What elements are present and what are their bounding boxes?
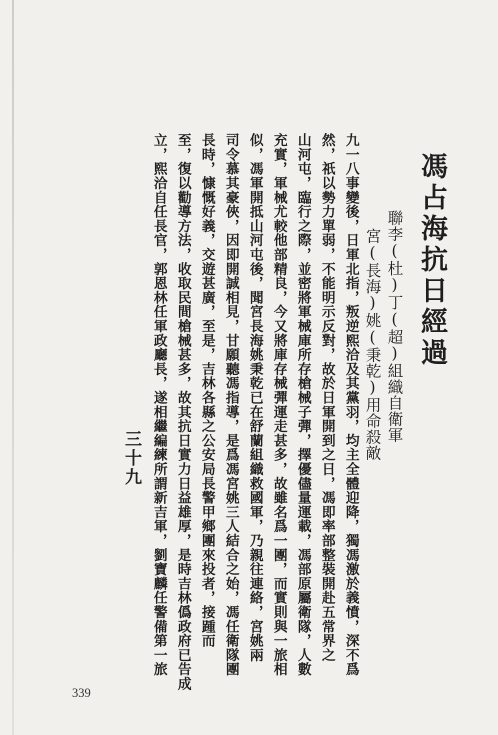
text-column-5: 似，馮軍開抵山河屯後，聞宮長海姚秉乾已在舒蘭組織救國軍，乃親往連絡，宮姚兩 bbox=[246, 133, 263, 663]
subtitle-line-2: 宮(長海)姚(秉乾)用命殺敵 bbox=[363, 228, 382, 461]
text-column-2: 然，祇以勢力單弱，不能明示反對，故於日軍開到之日，馮即率部整裝開赴五常界之 bbox=[318, 133, 335, 663]
text-column-9: 立，熙洽自任長官，郭恩林任軍政廳長，遂相繼編練所謂新吉軍，劉寶麟任警備第一旅 bbox=[150, 133, 167, 677]
text-column-7: 長時，慷慨好義，交遊甚廣，至是，吉林各縣之公安局長警甲鄉團來投者，接踵而 bbox=[198, 133, 215, 648]
subtitle-line-1: 聯李(杜)丁(超)組織自衛軍 bbox=[385, 210, 404, 443]
page-title: 馮占海抗日經過 bbox=[416, 152, 447, 369]
text-column-1: 九一八事變後，日軍北指，叛逆熙洽及其黨羽，均主全體迎降，獨馮激於義憤，深不爲 bbox=[342, 133, 359, 677]
text-column-6: 司令慕其豪俠，因即開誠相見，甘願聽馮指導，是爲馮宮姚三人結合之始，馮任衛隊團 bbox=[222, 133, 239, 677]
text-column-4: 充實，軍械尤較他部精良，今又將庫存械彈運走甚多，故雖名爲一團，而實則與一旅相 bbox=[270, 133, 287, 677]
chinese-folio: 三十九 bbox=[121, 430, 141, 487]
page-gutter-shadow bbox=[12, 0, 14, 735]
text-column-8: 至，復以勸導方法，收取民間槍械甚多，故其抗日實力日益雄厚，是時吉林僞政府已告成 bbox=[174, 133, 191, 691]
text-column-3: 山河屯，臨行之際，並密將軍械庫所存槍械子彈，擇優儘量運載，馮部原屬衛隊，人數 bbox=[294, 133, 311, 677]
page-number: 339 bbox=[72, 686, 91, 700]
